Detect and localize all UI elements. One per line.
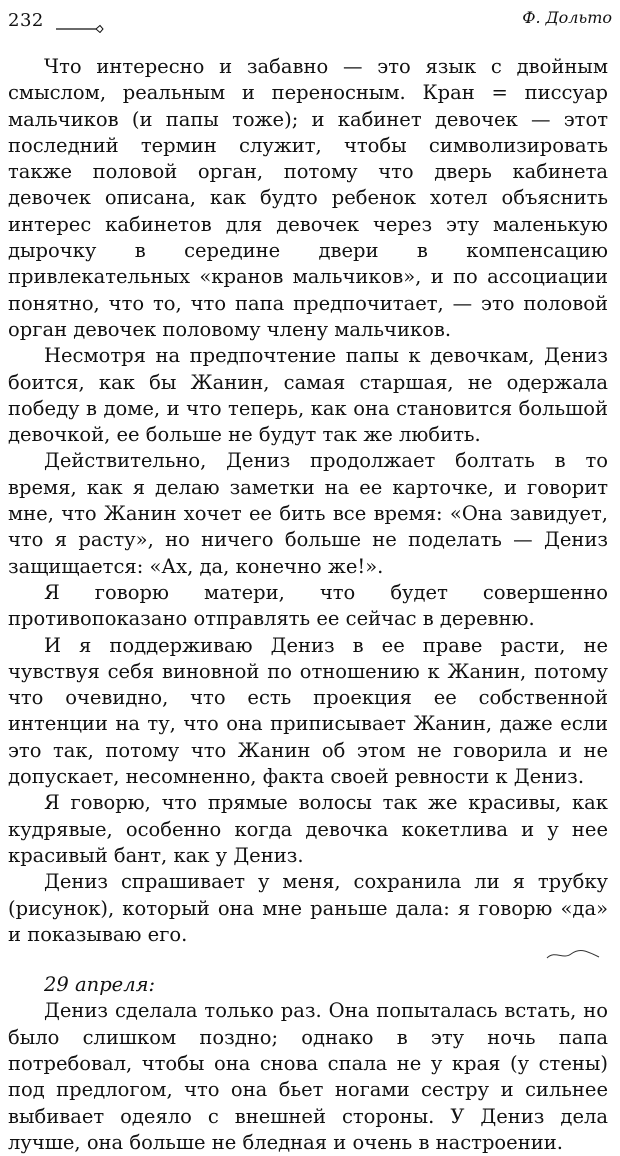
paragraph: И я поддерживаю Дениз в ее праве расти, не чувствуя себя виновной по отношению к Жанин, потому что очевидно, что есть проекция ее собственной интенции на ту, что она приписывает Жанин, даже если это так, потому что Жанин об этом не говорила и не допускает, несомненно, факта своей ревности к Дениз. [8,633,608,789]
running-head-author: Ф. Дольто [522,8,612,27]
page-header [8,4,612,38]
header-ornament-line [56,21,104,33]
paragraph: Я говорю, что прямые волосы так же красивы, как кудрявые, особенно когда девочка кокетлива и у нее красивый бант, как у Дениз. [8,791,608,867]
paragraph: Дениз спрашивает у меня, сохранила ли я трубку (рисунок), который она мне раньше дала: я говорю «да» и показываю его. [8,870,608,946]
paragraph: Несмотря на предпочтение папы к девочкам, Дениз боится, как бы Жанин, самая старшая, не одержала победу в доме, и что теперь, как она становится большой девочкой, ее больше не будут так же любить. [8,344,608,447]
page-number: 232 [8,10,44,31]
paragraph: Дениз сделала только раз. Она попыталась встать, но было слишком поздно; однако в эту ночь папа потребовал, чтобы она снова спала не у края (у стены) под предлогом, что она бьет ногами сестру и сильнее выбивает одеяло с внешней стороны. У Дениз дела лучше, она больше не бледная и очень в настроении. [8,999,608,1154]
paragraph: Действительно, Дениз продолжает болтать в то время, как я делаю заметки на ее карточке, и говорит мне, что Жанин хочет ее бить все время: «Она завидует, что я расту», но ничего больше не поделать — Дениз защищается: «Ах, да, конечно же!». [8,449,608,578]
paragraph: Я говорю матери, что будет совершенно противопоказано отправлять ее сейчас в деревню. [8,580,608,631]
date-heading: 29 апреля: [44,973,156,997]
body-text [8,54,608,1156]
paragraph: Что интересно и забавно — это язык с двойным смыслом, реальным и переносным. Кран = писсуар мальчиков (и папы тоже); и кабинет девочек — этот последний термин служит, чтобы символизировать также половой орган, потому что дверь кабинета девочек описана, как будто ребенок хотел объяснить интерес кабинетов для девочек через эту маленькую дырочку в середине двери в компенсацию привлекательных «кранов мальчиков», и по ассоциации понятно, что то, что папа предпочитает, — это половой орган девочек половому члену мальчиков. [8,55,608,341]
ink-mark-signature [545,948,601,962]
